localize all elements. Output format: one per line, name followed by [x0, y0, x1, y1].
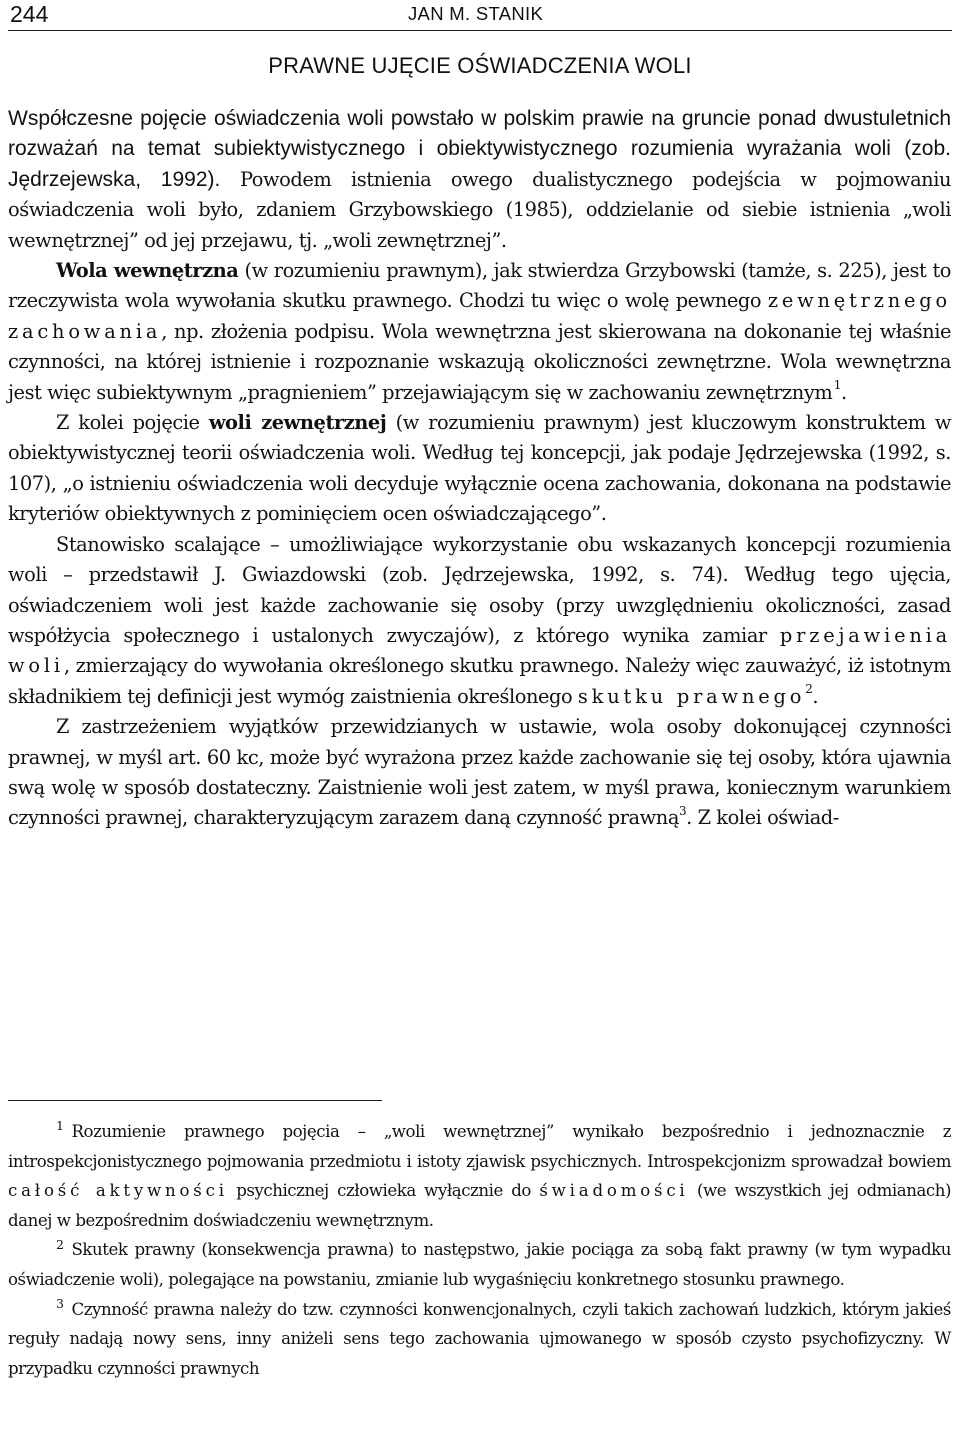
term-wola-zewnetrzna: woli zewnętrznej: [208, 411, 387, 435]
paragraph-2-end: .: [840, 380, 847, 404]
footnote-1: [8, 1117, 951, 1235]
paragraph-4-text-a: Stanowisko scalające – umożliwiające wykorzystanie obu wskazanych koncepcji rozumienia woli – przedstawił J. Gwiazdowski (zob. Jędrzejewska, 1992, s. 74). Według tego ujęcia, oświadczeniem woli jest każde zachowanie się osoby (przy uwzględnieniu okoliczności, zasad współżycia społecznego i ustalonych zwyczajów), z którego wynika zamiar: [8, 532, 951, 647]
paragraph-5-text-b: . Z kolei oświad-: [686, 806, 839, 830]
footnote-1-text-c: (we wszystkich jej odmianach) danej w bezpośrednim doświadczeniu wewnętrznym.: [8, 1181, 951, 1230]
paragraph-2: [8, 256, 951, 408]
paragraph-2-text-b: , np. złożenia podpisu. Wola wewnętrzna jest skierowana na dokonanie tej właśnie czynności, na której istnienie i rozpoznanie wskazują okoliczności zewnętrzne. Wola wewnętrzna jest więc subiektywnym „pragnieniem” przejawiającym się w zachowaniu zewnętrznym: [8, 319, 951, 404]
spaced-emphasis: zewnętrznego zachowania: [8, 289, 951, 343]
section-title: PRAWNE UJĘCIE OŚWIADCZENIA WOLI: [268, 53, 692, 78]
footnote-1-text-a: Rozumienie prawnego pojęcia – „woli wewnętrznej” wynikało bezpośrednio i jednoznacznie z introspekcjonistycznego pojmowania przedmiotu i istoty zjawisk psychicznych. Introspekcjonizm sprowadzał bowiem: [8, 1122, 951, 1171]
paragraph-1: [8, 104, 951, 256]
footnote-ref-3[interactable]: 3: [678, 803, 687, 818]
paragraph-3: [8, 408, 951, 530]
paragraph-1-serif-part: Powodem istnienia owego dualistycznego podejścia w pojmowaniu oświadczenia woli było, zdaniem Grzybowskiego (1985), oddzielanie od siebie istnienia „woli wewnętrznej” od jej przejawu, tj. „woli zewnętrznej”.: [8, 167, 952, 252]
footnote-3-mark: 3: [56, 1296, 64, 1312]
paragraph-4-text-b: , zmierzający do wywołania określonego skutku prawnego. Należy więc zauważyć, iż istotnym składnikiem tej definicji jest wymóg zaistnienia określonego: [8, 654, 951, 708]
footnote-2-mark: 2: [56, 1236, 64, 1252]
paragraph-3-text-b: (w rozumieniu prawnym) jest kluczowym konstruktem w obiektywistycznej teorii oświadczenia woli. Według tej koncepcji, jak podaje Jędrzejewska (1992, s. 107), „o istnieniu oświadczenia woli decyduje wyłącznie ocena zachowania, dokonana na podstawie kryteriów obiektywnych z pominięciem ocen oświadczającego”.: [8, 411, 951, 526]
paragraph-5: [8, 712, 951, 834]
spaced-emphasis: przejawienia woli: [8, 623, 951, 678]
paragraph-1-sans-part: Współczesne pojęcie oświadczenia woli powstało w polskim prawie na gruncie ponad dwustuletnich rozważań na temat subiektywistycznego i obiektywistycznego rozumienia wyrażania woli (zob. Jędrzejewska, 1992).: [8, 107, 951, 191]
footnote-separator: [8, 1100, 382, 1101]
running-head: JAN M. STANIK: [408, 3, 544, 24]
term-wola-wewnetrzna: Wola wewnętrzna: [56, 259, 239, 283]
footnote-1-text-b: psychicznej człowieka wyłącznie do: [227, 1181, 540, 1201]
body-text: [8, 104, 951, 834]
footnote-ref-1[interactable]: 1: [833, 378, 841, 393]
footnote-3-text: Czynność prawna należy do tzw. czynności konwencjonalnych, czyli takich zachowań ludzkich, którym jakieś reguły nadają nowy sens, inny aniżeli sens tego zachowania ujmowanego w sposób czysto psychofizyczny. W przypadku czynności prawnych: [8, 1299, 951, 1378]
footnote-1-mark: 1: [56, 1118, 64, 1134]
paragraph-2-text-a: (w rozumieniu prawnym), jak stwierdza Grzybowski (tamże, s. 225), jest to rzeczywista wola wywołania skutku prawnego. Chodzi tu więc o wolę pewnego: [8, 259, 952, 313]
page-number: 244: [10, 1, 49, 27]
paragraph-3-text-a: Z kolei pojęcie: [56, 411, 209, 435]
paragraph-5-text-a: Z zastrzeżeniem wyjątków przewidzianych w ustawie, wola osoby dokonującej czynności prawnej, w myśl art. 60 kc, może być wyrażona przez każde zachowanie się tej osoby, która ujawnia swą wolę w sposób dostateczny. Zaistnienie woli jest zatem, w myśl prawa, koniecznym warunkiem czynności prawnej, charakteryzującym zarazem daną czynność prawną: [8, 715, 951, 830]
paragraph-4: [8, 530, 951, 712]
spaced-emphasis: świadomości: [539, 1181, 689, 1201]
footnote-2-text: Skutek prawny (konsekwencja prawna) to następstwo, jakie pociąga za sobą fakt prawny (w tym wypadku oświadczenie woli), polegające na powstaniu, zmianie lub wygaśnięciu konkretnego stosunku prawnego.: [8, 1240, 951, 1289]
footnote-ref-2[interactable]: 2: [805, 682, 813, 697]
spaced-emphasis: skutku prawnego: [577, 684, 806, 708]
page-header: [8, 0, 952, 31]
footnote-3: [8, 1295, 951, 1384]
paragraph-4-end: .: [812, 684, 819, 708]
spaced-emphasis: całość aktywności: [8, 1181, 228, 1201]
footnote-2: [8, 1235, 951, 1294]
footnotes: [8, 1117, 951, 1383]
